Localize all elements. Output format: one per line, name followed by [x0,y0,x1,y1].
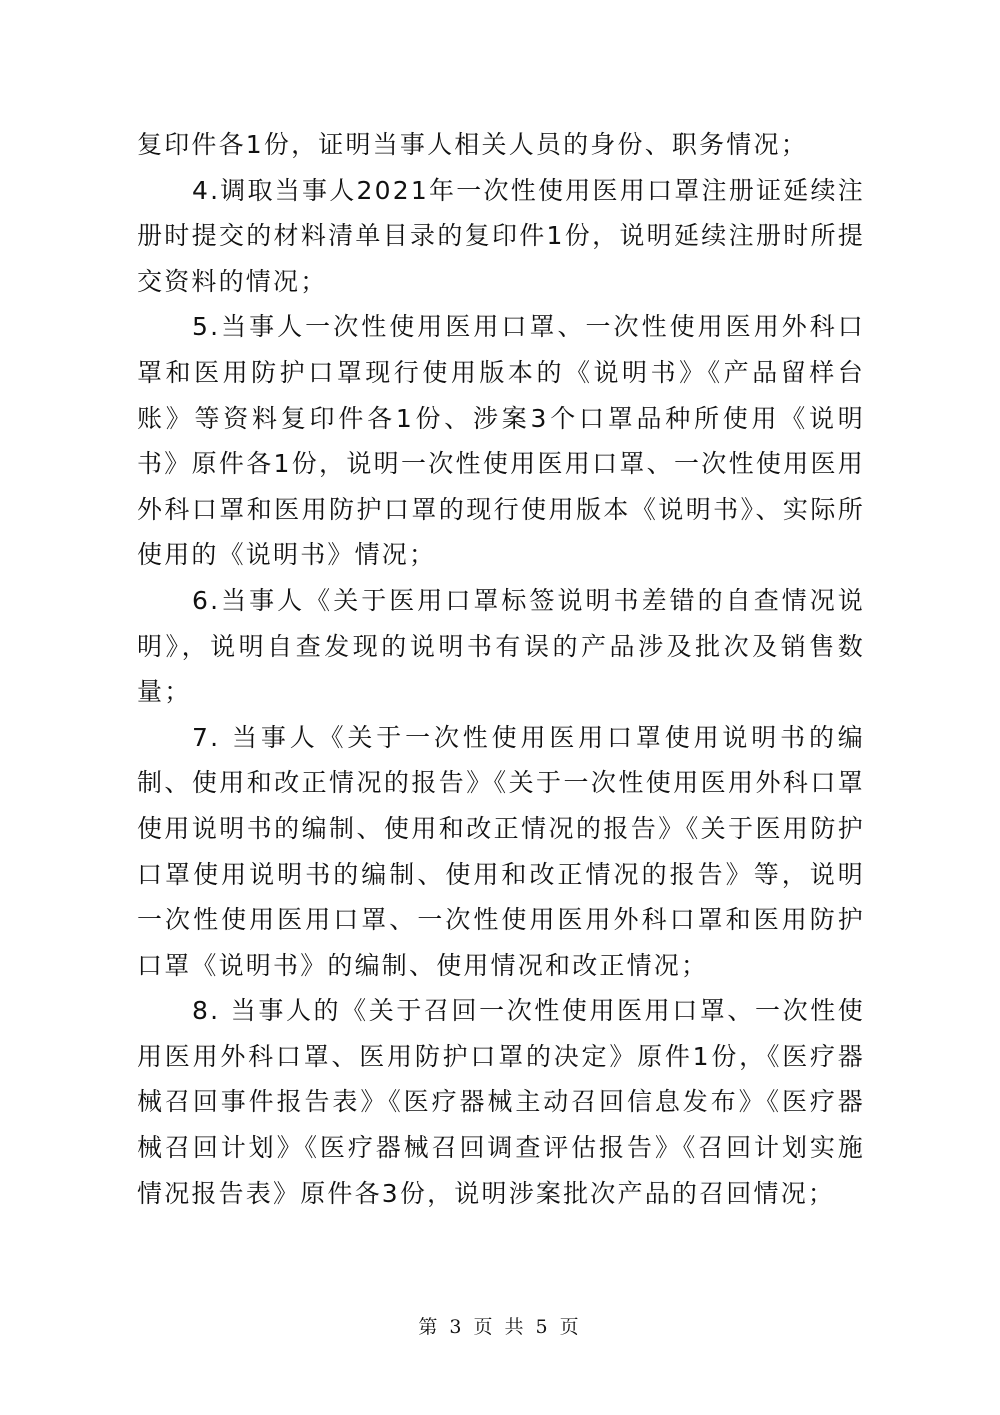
paragraph-item-8: 8. 当事人的《关于召回一次性使用医用口罩、一次性使用医用外科口罩、医用防护口罩的决定》原件1份，《医疗器械召回事件报告表》《医疗器械主动召回信息发布》《医疗器械召回计划》《医疗器械召回调查评估报告》《召回计划实施情况报告表》原件各3份，说明涉案批次产品的召回情况； [137,996,865,1208]
paragraph-item-7: 7. 当事人《关于一次性使用医用口罩使用说明书的编制、使用和改正情况的报告》《关于一次性使用医用外科口罩使用说明书的编制、使用和改正情况的报告》《关于医用防护口罩使用说明书的编制、使用和改正情况的报告》等，说明一次性使用医用口罩、一次性使用医用外科口罩和医用防护口罩《说明书》的编制、使用情况和改正情况； [137,722,865,980]
document-body [137,122,865,1216]
paragraph-continuation: 复印件各1份，证明当事人相关人员的身份、职务情况； [137,130,808,159]
paragraph-item-5: 5.当事人一次性使用医用口罩、一次性使用医用外科口罩和医用防护口罩现行使用版本的《说明书》《产品留样台账》等资料复印件各1份、涉案3个口罩品种所使用《说明书》原件各1份，说明一次性使用医用口罩、一次性使用医用外科口罩和医用防护口罩的现行使用版本《说明书》、实际所使用的《说明书》情况； [137,312,865,570]
page-number-footer: 第 3 页 共 5 页 [418,1316,582,1338]
paragraph-item-4: 4.调取当事人2021年一次性使用医用口罩注册证延续注册时提交的材料清单目录的复印件1份，说明延续注册时所提交资料的情况； [137,175,865,296]
paragraph-item-6: 6.当事人《关于医用口罩标签说明书差错的自查情况说明》，说明自查发现的说明书有误的产品涉及批次及销售数量； [137,585,865,707]
